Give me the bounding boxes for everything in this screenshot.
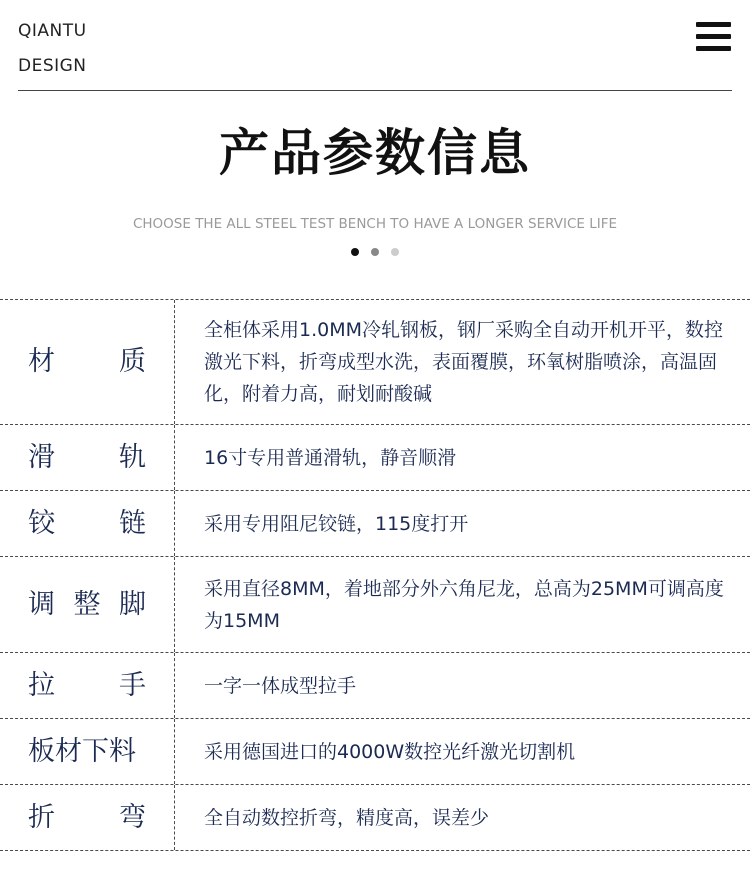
page-subtitle: CHOOSE THE ALL STEEL TEST BENCH TO HAVE A LONGER SERVICE LIFE: [132, 216, 618, 232]
spec-label-text: 脚: [119, 588, 146, 620]
spec-value: 采用直径8MM，着地部分外六角尼龙，总高为25MM可调高度为15MM: [204, 577, 724, 632]
pagination-dots: [0, 248, 750, 256]
spec-row: [0, 299, 750, 425]
spec-label-text: 弯: [119, 801, 146, 833]
spec-label: [28, 803, 146, 833]
spec-label: [28, 509, 146, 539]
spec-label-cell: [0, 719, 175, 784]
hamburger-menu-icon[interactable]: [696, 22, 731, 52]
spec-label-text: 链: [119, 507, 146, 539]
pagination-dot[interactable]: [391, 248, 399, 256]
menu-bar: [696, 46, 731, 51]
spec-row: [0, 425, 750, 491]
spec-label-text: 滑: [28, 441, 55, 473]
spec-label-cell: [0, 300, 175, 424]
spec-row: [0, 719, 750, 785]
spec-label-cell: [0, 653, 175, 718]
spec-label: [28, 347, 146, 377]
spec-label-cell: [0, 425, 175, 490]
spec-label-text: 折: [28, 801, 55, 833]
spec-label: [28, 671, 146, 701]
spec-label: [28, 590, 146, 620]
header-divider: [18, 90, 732, 91]
spec-value: 一字一体成型拉手: [204, 674, 357, 697]
brand-logo-text: [18, 14, 87, 84]
spec-label-text: 调: [28, 588, 55, 620]
spec-value: 采用专用阻尼铰链，115度打开: [204, 512, 469, 535]
spec-label-text: 质: [119, 346, 146, 377]
spec-label-cell: [0, 491, 175, 556]
spec-label-text: 板材下料: [28, 735, 136, 767]
spec-label-cell: [0, 557, 175, 652]
spec-row: [0, 491, 750, 557]
spec-label-text: 轨: [119, 441, 146, 473]
menu-bar: [696, 34, 731, 39]
page-title: 产品参数信息: [219, 124, 531, 182]
pagination-dot[interactable]: [371, 248, 379, 256]
spec-value: 全柜体采用1.0MM冷轧钢板，钢厂采购全自动开机开平，数控激光下料，折弯成型水洗，表面覆膜，环氧树脂喷涂，高温固化，附着力高，耐划耐酸碱: [204, 319, 724, 405]
brand-line-1: QIANTU: [18, 21, 87, 41]
spec-label: [28, 443, 146, 473]
spec-value: 16寸专用普通滑轨，静音顺滑: [204, 446, 457, 469]
menu-bar: [696, 22, 731, 27]
spec-row: [0, 557, 750, 653]
spec-label-text: 拉: [28, 669, 55, 701]
spec-label: [28, 737, 146, 767]
spec-value: 全自动数控折弯，精度高，误差少: [204, 806, 490, 829]
spec-value: 采用德国进口的4000W数控光纤激光切割机: [204, 740, 576, 763]
spec-row: [0, 653, 750, 719]
spec-label-text: 材: [28, 346, 55, 377]
pagination-dot-active[interactable]: [351, 248, 359, 256]
spec-row: [0, 785, 750, 851]
spec-label-text: 手: [119, 669, 146, 701]
spec-label-text: 整: [73, 588, 101, 620]
spec-label-cell: [0, 785, 175, 850]
spec-table: [0, 299, 750, 851]
spec-label-text: 铰: [28, 507, 55, 539]
brand-line-2: DESIGN: [18, 56, 87, 76]
